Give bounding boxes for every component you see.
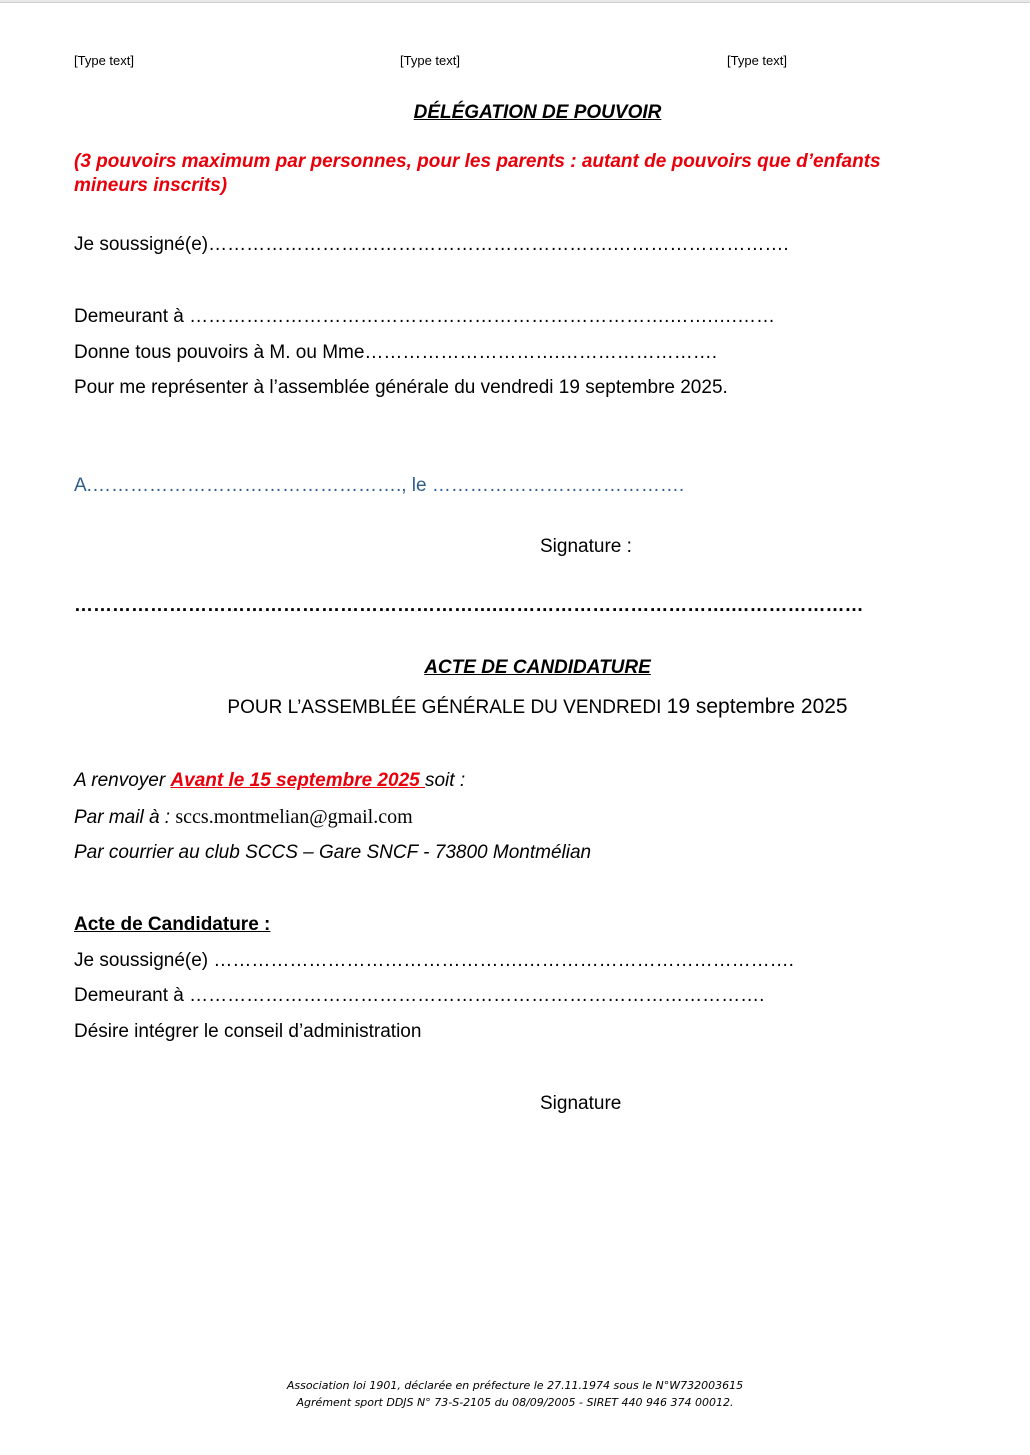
delegation-note-line2: mineurs inscrits) [74, 175, 228, 196]
candidature-subtitle-prefix: POUR L’ASSEMBLÉE GÉNÉRALE DU VENDREDI [227, 697, 667, 718]
delegation-demeurant-field: Demeurant à ………………………………………………………………….…….….…… [74, 306, 775, 327]
header-left-text: [Type text] [74, 53, 134, 68]
candidature-subtitle-date: 19 septembre 2025 [666, 695, 848, 718]
document-page [0, 2, 1030, 1455]
renvoyer-prefix: A renvoyer [74, 770, 171, 791]
candidature-soussigne-field: Je soussigné(e) ………………………………………….……………………………………. [74, 950, 794, 971]
mail-prefix: Par mail à : [74, 807, 176, 828]
mail-address: sccs.montmelian@gmail.com [175, 806, 413, 828]
candidature-mail-line [74, 806, 413, 829]
delegation-lieu-date-field: A.…………………………………………., le …………………………………. [74, 475, 685, 496]
candidature-subtitle [0, 695, 1030, 719]
delegation-soussigne-field: Je soussigné(e)……………………………………………………….………………………. [74, 234, 789, 255]
candidature-section-heading: Acte de Candidature : [74, 914, 271, 935]
header-right-text: [Type text] [727, 53, 787, 68]
renvoyer-suffix: soit : [424, 770, 466, 791]
candidature-demeurant-field: Demeurant à ………………………………………………………………………………. [74, 985, 765, 1006]
delegation-representation-text: Pour me représenter à l’assemblée générale du vendredi 19 septembre 2025. [74, 377, 728, 398]
delegation-title: DÉLÉGATION DE POUVOIR [413, 102, 662, 123]
candidature-title: ACTE DE CANDIDATURE [424, 657, 651, 678]
delegation-signature-label: Signature : [540, 536, 632, 557]
candidature-signature-label: Signature [540, 1093, 622, 1114]
header-center-text: [Type text] [400, 53, 460, 68]
footer-association-line: Association loi 1901, déclarée en préfecture le 27.11.1974 sous le N°W732003615 [286, 1379, 744, 1392]
renvoyer-deadline: Avant le 15 septembre 2025 [170, 770, 425, 791]
footer-agrement-line: Agrément sport DDJS N° 73-S-2105 du 08/09/2005 - SIRET 440 946 374 00012. [296, 1396, 734, 1409]
delegation-mandataire-field: Donne tous pouvoirs à M. ou Mme………………………….……………………. [74, 342, 717, 363]
delegation-note-line1: (3 pouvoirs maximum par personnes, pour les parents : autant de pouvoirs que d’enfants [74, 151, 881, 172]
candidature-courrier-line: Par courrier au club SCCS – Gare SNCF - 73800 Montmélian [74, 842, 592, 863]
candidature-desire-text: Désire intégrer le conseil d’administration [74, 1021, 422, 1042]
section-separator: ………………………………………………………….……………………………….………………… [74, 595, 864, 616]
candidature-renvoyer-line [74, 770, 465, 792]
